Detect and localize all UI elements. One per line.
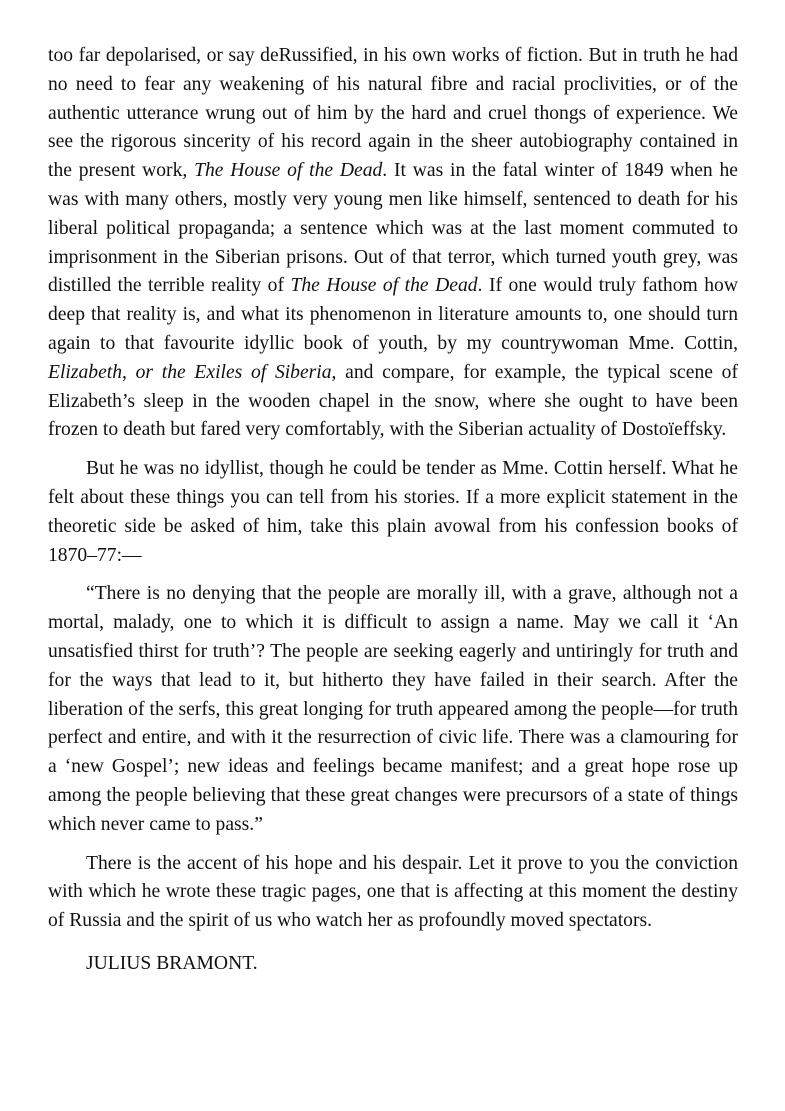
text-segment: But he was no idyllist, though he could be tender as Mme. Cottin herself. What he felt about these things you can tell from his stories. If a more explicit statement in the theoretic side be asked of him, take this plain avowal from his confession books of 1870–77:— — [48, 458, 738, 566]
paragraph-1 — [48, 42, 738, 445]
quotation-paragraph — [48, 580, 738, 839]
book-title: The House of the Dead — [194, 160, 383, 182]
text-segment: , and compare, for example, the typical scene of Elizabeth’s sleep in the wooden chapel in the snow, where she ought to have been frozen to death but fared very comfortably, with the Siberian actuality of Dostoïeffsky. — [48, 361, 738, 441]
text-segment: too far depolarised, or say deRussified, in his own works of fiction. But in truth he had no need to fear any weakening of his natural fibre and racial proclivities, or of the authentic utterance wrung out of him by the hard and cruel thongs of experience. We see the rigorous sincerity of his record again in the sheer autobiography contained in the present work, — [48, 45, 738, 182]
paragraph-4 — [48, 850, 738, 936]
text-segment: “There is no denying that the people are morally ill, with a grave, although not a mortal, malady, one to which it is difficult to assign a name. May we call it ‘An unsatisfied thirst for truth’? The people are seeking eagerly and untiringly for truth and for the ways that lead to it, but hitherto they have failed in their search. After the liberation of the serfs, this great longing for truth appeared among the people—for truth perfect and entire, and with it the resurrection of civic life. There was a clamouring for a ‘new Gospel’; new ideas and feelings became manifest; and a great hope rose up among the people believing that these great changes were precursors of a state of things which never came to pass.” — [48, 583, 738, 835]
paragraph-2 — [48, 455, 738, 570]
text-segment: There is the accent of his hope and his despair. Let it prove to you the conviction with which he wrote these tragic pages, one that is affecting at this moment the destiny of Russia and the spirit of us who watch her as profoundly moved spectators. — [48, 852, 738, 932]
book-title: The House of the Dead — [290, 275, 478, 297]
book-title: Elizabeth, or the Exiles of Siberia — [48, 361, 332, 383]
text-segment: . If one would truly fathom how deep that reality is, and what its phenomenon in literature amounts to, one should turn again to that favourite idyllic book of youth, by my countrywoman Mme. Cottin, — [48, 275, 738, 354]
document-page — [48, 42, 738, 989]
signature: JULIUS BRAMONT. — [86, 952, 258, 974]
text-segment: . It was in the fatal winter of 1849 when he was with many others, mostly very young men like himself, sentenced to death for his liberal political propaganda; a sentence which was at the last moment commuted to imprisonment in the Siberian prisons. Out of that terror, which turned youth grey, was distilled the terrible reality of — [48, 160, 738, 297]
